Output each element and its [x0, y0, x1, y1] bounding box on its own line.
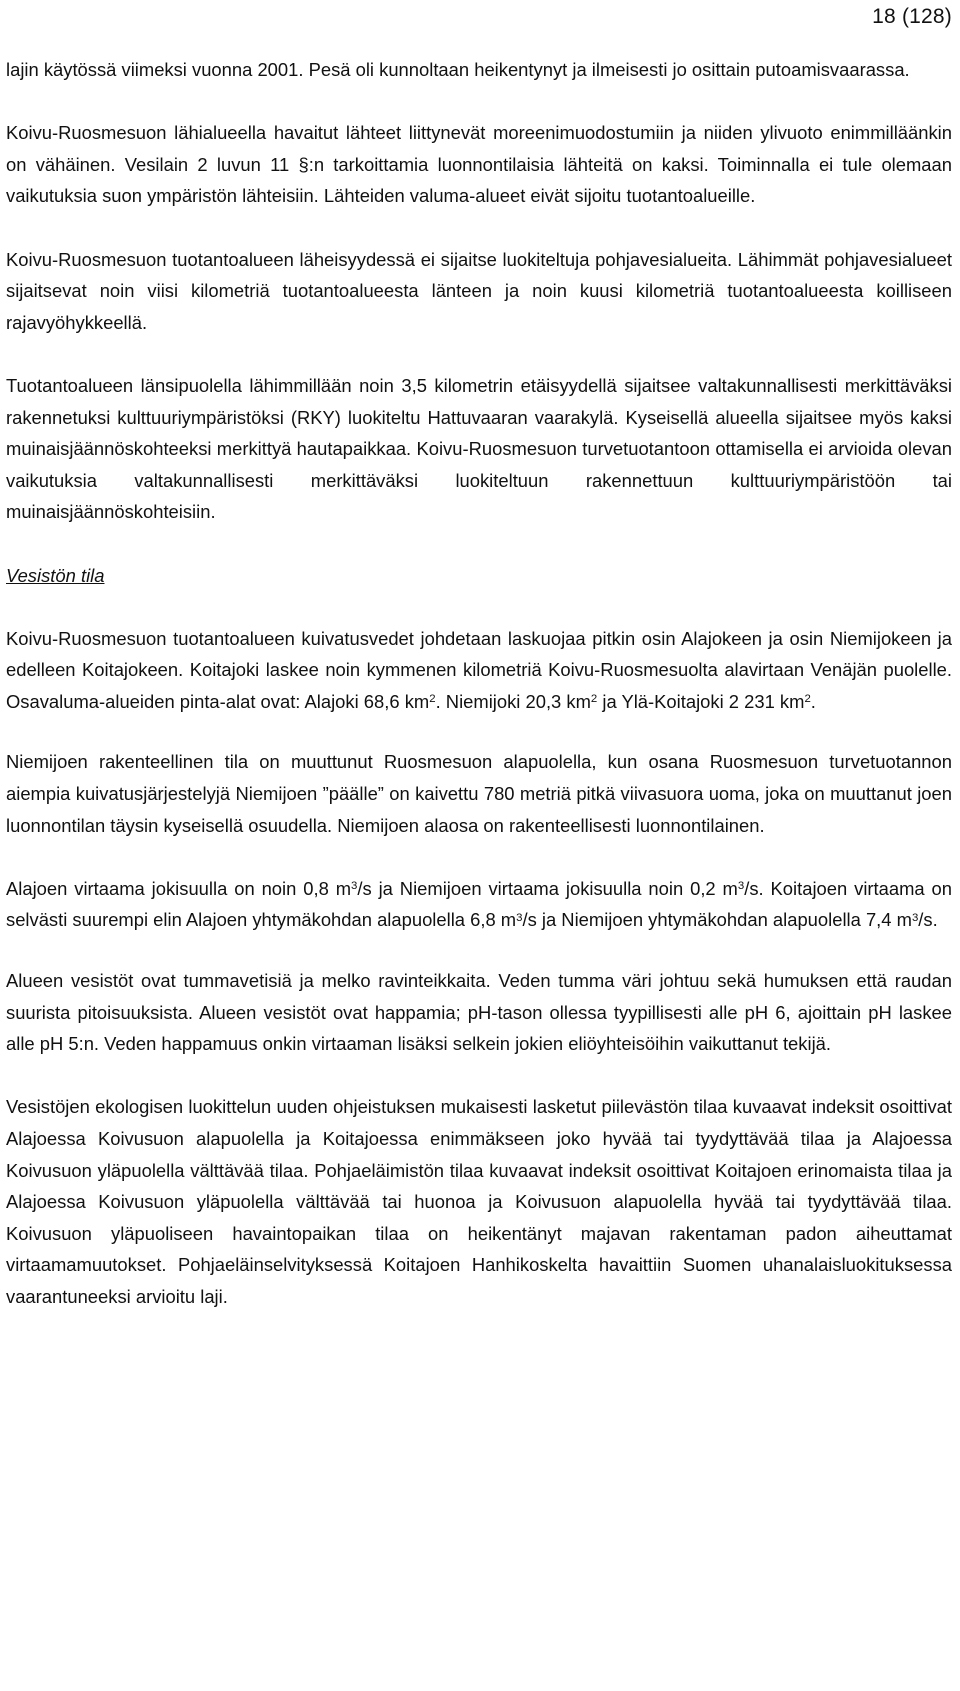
document-body	[6, 54, 952, 1344]
paragraph-1: lajin käytössä viimeksi vuonna 2001. Pesä oli kunnoltaan heikentynyt ja ilmeisesti jo osittain putoamisvaarassa.	[6, 59, 910, 80]
section-heading: Vesistön tila	[6, 564, 105, 586]
paragraph-7: Alajoen virtaama jokisuulla on noin 0,8 $m^3/s$ ja Niemijoen virtaama jokisuulla noin 0,2 $m^3/s$. Koitajoen virtaama on selvästi suurempi elin Alajoen yhtymäkohdan alapuolella 6,8 $m^3/s$ ja Niemijoen yhtymäkohdan alapuolella 7,4 $m^3/s$.	[6, 877, 952, 931]
paragraph-6: Niemijoen rakenteellinen tila on muuttunut Ruosmesuon alapuolella, kun osana Ruosmesuon turvetuotannon aiempia kuivatusjärjestelyjä Niemijoen ”päälle” on kaivettu 780 metriä pitkä viivasuora uoma, joka on muuttanut joen luonnontilan täysin kyseisellä osuudella. Niemijoen alaosa on rakenteellisesti luonnontilainen.	[6, 751, 952, 836]
paragraph-9: Vesistöjen ekologisen luokittelun uuden ohjeistuksen mukaisesti lasketut piilevästön tilaa kuvaavat indeksit osoittivat Alajoessa Koivusuon alapuolella ja Koitajoessa enimmäkseen joko hyvää tai tyydyttävää tilaa ja Alajoessa Koivusuon yläpuolella välttävää tilaa. Pohjaeläimistön tilaa kuvaavat indeksit osoittivat Koitajoen erinomaista tilaa ja Alajoessa Koivusuon yläpuolella välttävää tai huonoa ja Koivusuon alapuolella hyvää tai tyydyttävää tilaa. Koivusuon yläpuoliseen havaintopaikan tilaa on heikentänyt majavan rakentaman padon aiheuttamat virtaamamuutokset. Pohjaeläinselvityksessä Koitajoen Hanhikoskelta havaittiin Suomen uhanalaisluokituksessa vaarantuneeksi arvioitu laji.	[6, 1096, 952, 1307]
paragraph-8: Alueen vesistöt ovat tummavetisiä ja melko ravinteikkaita. Veden tumma väri johtuu sekä humuksen että raudan suurista pitoisuuksista. Alueen vesistöt ovat happamia; pH-tason ollessa tyypillisesti alle pH 6, ajoittain pH laskee alle pH 5:n. Veden happamuus onkin virtaaman lisäksi selkein jokien eliöyhteisöihin vaikuttanut tekijä.	[6, 970, 952, 1055]
paragraph-2: Koivu-Ruosmesuon lähialueella havaitut lähteet liittynevät moreenimuodostumiin ja niiden ylivuoto enimmilläänkin on vähäinen. Vesilain 2 luvun 11 §:n tarkoittamia luonnontilaisia lähteitä on kaksi. Toiminnalla ei tule olemaan vaikutuksia suon ympäristön lähteisiin. Lähteiden valuma-alueet eivät sijoitu tuotantoalueille.	[6, 122, 952, 207]
paragraph-5: Koivu-Ruosmesuon tuotantoalueen kuivatusvedet johdetaan laskuojaa pitkin osin Alajokeen ja osin Niemijokeen ja edelleen Koitajokeen. Koitajoki laskee noin kymmenen kilometriä Koivu-Ruosmesuolta alavirtaan Venäjän puolelle. Osavaluma-alueiden pinta-alat ovat: Alajoki 68,6 $km^2$. Niemijoki 20,3 $km^2$ ja Ylä-Koitajoki 2 231 $km^2$.	[6, 627, 952, 712]
paragraph-3: Koivu-Ruosmesuon tuotantoalueen läheisyydessä ei sijaitse luokiteltuja pohjavesialueita. Lähimmät pohjavesialueet sijaitsevat noin viisi kilometriä tuotantoalueesta länteen ja noin kuusi kilometriä tuotantoalueesta koilliseen rajavyöhykkeellä.	[6, 248, 952, 333]
paragraph-4: Tuotantoalueen länsipuolella lähimmillään noin 3,5 kilometrin etäisyydellä sijaitsee valtakunnallisesti merkittäväksi rakennetuksi kulttuuriympäristöksi (RKY) luokiteltu Hattuvaaran vaarakylä. Kyseisellä alueella sijaitsee myös kaksi muinaisjäännöskohteeksi merkittyä hautapaikkaa. Koivu-Ruosmesuon turvetuotantoon ottamisella ei arvioida olevan vaikutuksia valtakunnallisesti merkittäväksi luokiteltuun rakennettuun kulttuuriympäristöön tai muinaisjäännöskohteisiin.	[6, 374, 952, 523]
page-number: 18 (128)	[872, 5, 952, 28]
